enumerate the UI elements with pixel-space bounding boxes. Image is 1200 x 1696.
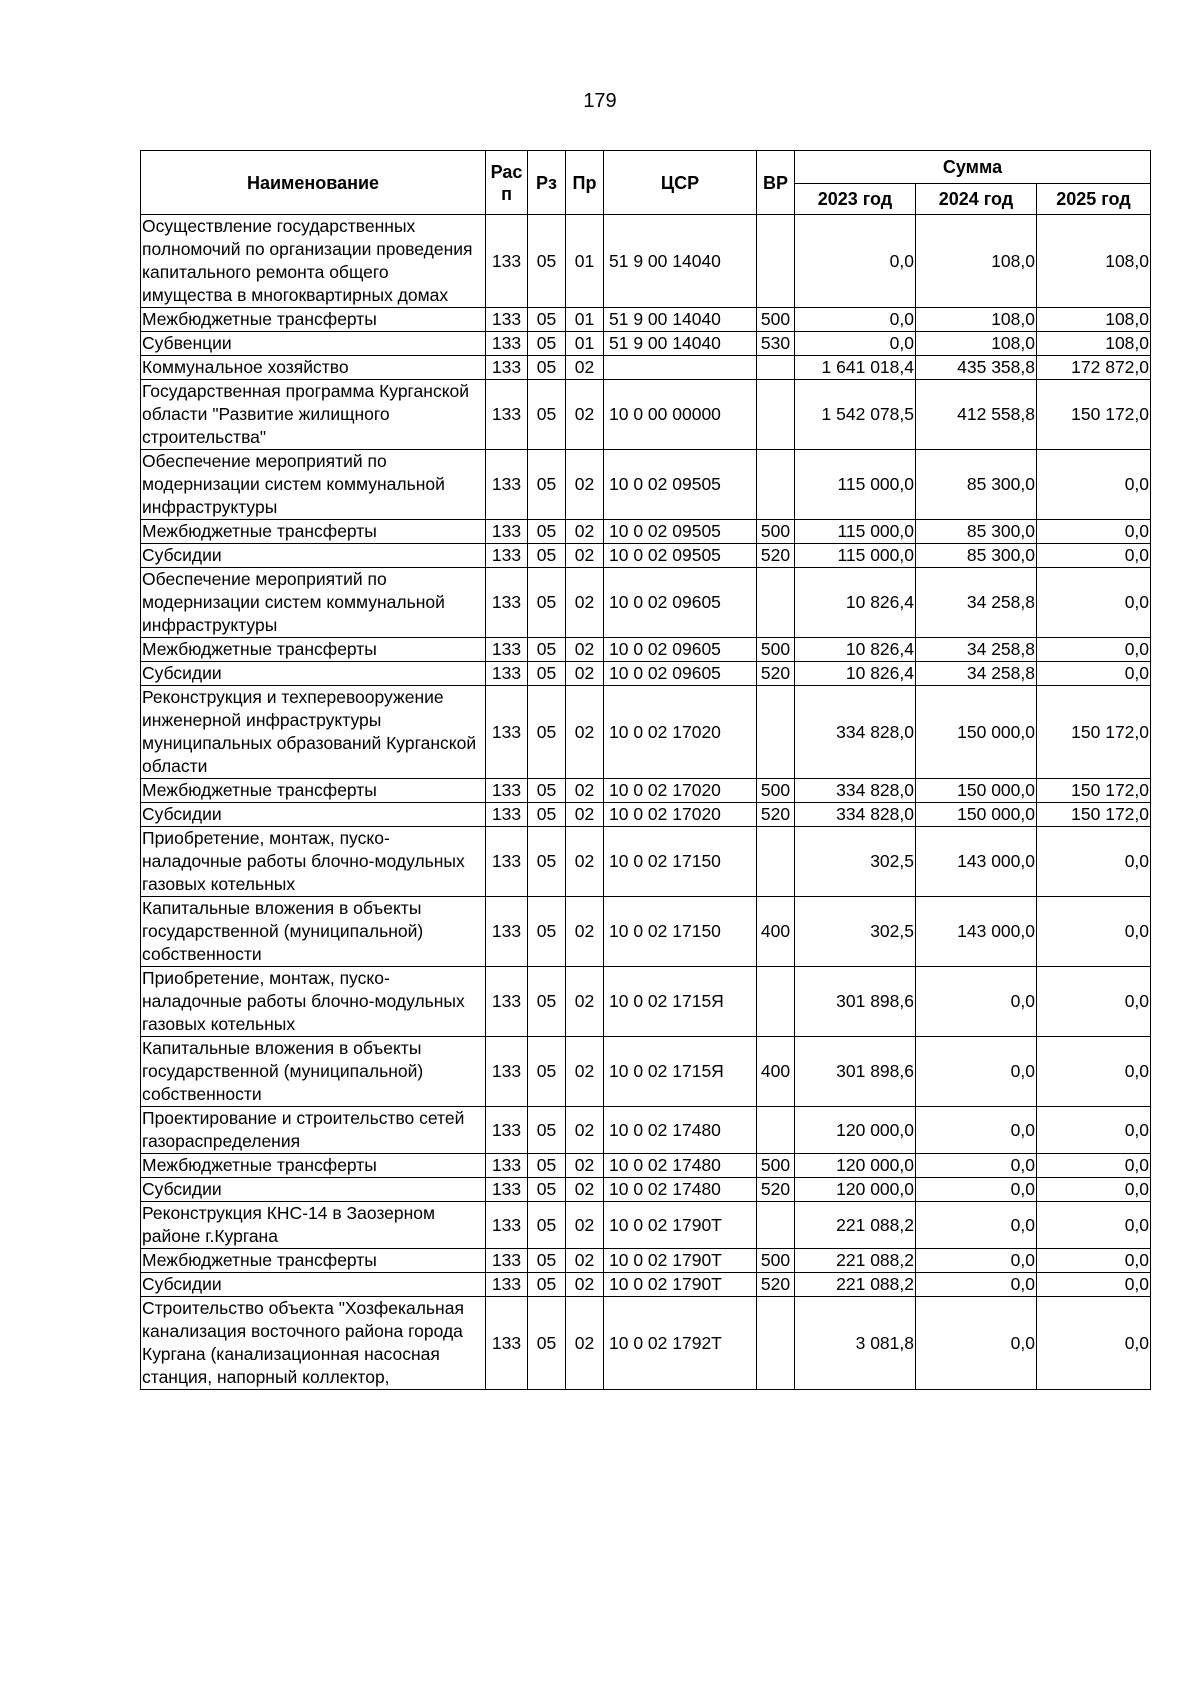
cell-2023: 3 081,8 [795,1297,916,1390]
cell-2023: 301 898,6 [795,1037,916,1107]
table-row [141,356,1151,380]
table-row [141,1297,1151,1390]
cell-name: Строительство объекта "Хозфекальная канализация восточного района города Кургана (канализационная насосная станция, напорный коллектор, [141,1297,486,1390]
cell-pr: 02 [566,803,604,827]
table-row [141,450,1151,520]
cell-csr: 10 0 02 17020 [604,686,757,779]
cell-pr: 01 [566,308,604,332]
cell-vr [757,1107,795,1154]
cell-2024: 150 000,0 [916,779,1037,803]
cell-rz: 05 [528,967,566,1037]
cell-name: Приобретение, монтаж, пуско-наладочные работы блочно-модульных газовых котельных [141,827,486,897]
cell-rz: 05 [528,827,566,897]
cell-pr: 02 [566,1107,604,1154]
cell-vr: 520 [757,662,795,686]
cell-name: Межбюджетные трансферты [141,308,486,332]
cell-2023: 115 000,0 [795,450,916,520]
cell-2023: 1 542 078,5 [795,380,916,450]
page-number: 179 [583,90,617,112]
cell-rasp: 133 [486,1154,528,1178]
cell-2024: 34 258,8 [916,638,1037,662]
cell-name: Межбюджетные трансферты [141,779,486,803]
cell-name: Обеспечение мероприятий по модернизации систем коммунальной инфраструктуры [141,450,486,520]
cell-name: Реконструкция КНС-14 в Заозерном районе г.Кургана [141,1202,486,1249]
cell-pr: 02 [566,356,604,380]
cell-2025: 0,0 [1037,450,1151,520]
cell-2024: 108,0 [916,332,1037,356]
cell-2023: 301 898,6 [795,967,916,1037]
cell-pr: 02 [566,827,604,897]
cell-pr: 02 [566,638,604,662]
cell-2024: 0,0 [916,1202,1037,1249]
cell-rz: 05 [528,803,566,827]
cell-rasp: 133 [486,332,528,356]
table-row [141,1107,1151,1154]
cell-2024: 0,0 [916,1297,1037,1390]
cell-2025: 0,0 [1037,897,1151,967]
cell-2025: 0,0 [1037,520,1151,544]
cell-csr: 51 9 00 14040 [604,332,757,356]
cell-2023: 302,5 [795,827,916,897]
cell-name: Обеспечение мероприятий по модернизации систем коммунальной инфраструктуры [141,568,486,638]
cell-rz: 05 [528,215,566,308]
cell-pr: 02 [566,380,604,450]
header-csr: ЦСР [604,151,757,215]
cell-vr [757,686,795,779]
table-row [141,520,1151,544]
table-row [141,1154,1151,1178]
cell-2025: 0,0 [1037,1037,1151,1107]
cell-2025: 0,0 [1037,827,1151,897]
cell-name: Капитальные вложения в объекты государственной (муниципальной) собственности [141,1037,486,1107]
cell-rasp: 133 [486,356,528,380]
cell-pr: 02 [566,967,604,1037]
cell-rz: 05 [528,1249,566,1273]
cell-2023: 10 826,4 [795,568,916,638]
cell-csr: 10 0 02 17480 [604,1178,757,1202]
cell-vr: 520 [757,1178,795,1202]
cell-2024: 150 000,0 [916,803,1037,827]
cell-rasp: 133 [486,520,528,544]
table-row [141,332,1151,356]
cell-rz: 05 [528,356,566,380]
cell-2025: 0,0 [1037,638,1151,662]
cell-name: Субсидии [141,662,486,686]
cell-vr: 500 [757,1154,795,1178]
cell-2025: 150 172,0 [1037,380,1151,450]
cell-csr: 10 0 02 09505 [604,544,757,568]
cell-csr: 10 0 02 09505 [604,450,757,520]
cell-vr: 500 [757,638,795,662]
cell-rasp: 133 [486,1273,528,1297]
cell-rz: 05 [528,638,566,662]
cell-2025: 0,0 [1037,1202,1151,1249]
cell-2023: 334 828,0 [795,803,916,827]
cell-2024: 435 358,8 [916,356,1037,380]
cell-rz: 05 [528,450,566,520]
cell-2023: 10 826,4 [795,638,916,662]
header-pr: Пр [566,151,604,215]
cell-2024: 0,0 [916,1107,1037,1154]
cell-rasp: 133 [486,544,528,568]
cell-2024: 143 000,0 [916,897,1037,967]
cell-rasp: 133 [486,568,528,638]
cell-csr: 10 0 02 1715Я [604,967,757,1037]
cell-2023: 221 088,2 [795,1273,916,1297]
table-row [141,380,1151,450]
cell-2023: 1 641 018,4 [795,356,916,380]
cell-2023: 115 000,0 [795,544,916,568]
cell-rasp: 133 [486,1249,528,1273]
cell-vr: 520 [757,803,795,827]
cell-rasp: 133 [486,662,528,686]
cell-2023: 0,0 [795,332,916,356]
cell-vr [757,967,795,1037]
table-row [141,215,1151,308]
cell-rz: 05 [528,1273,566,1297]
cell-csr: 10 0 02 09605 [604,638,757,662]
cell-pr: 01 [566,215,604,308]
cell-csr: 10 0 02 1790Т [604,1249,757,1273]
cell-rz: 05 [528,1107,566,1154]
table-row [141,827,1151,897]
cell-csr: 51 9 00 14040 [604,308,757,332]
cell-2023: 120 000,0 [795,1107,916,1154]
cell-name: Реконструкция и техперевооружение инженерной инфраструктуры муниципальных образований Курганской области [141,686,486,779]
table-header [141,151,1151,215]
cell-csr: 10 0 02 09505 [604,520,757,544]
table-row [141,1249,1151,1273]
cell-vr: 520 [757,544,795,568]
cell-2023: 120 000,0 [795,1178,916,1202]
cell-pr: 02 [566,450,604,520]
cell-csr: 10 0 00 00000 [604,380,757,450]
cell-rasp: 133 [486,686,528,779]
cell-2025: 150 172,0 [1037,803,1151,827]
cell-2024: 0,0 [916,1178,1037,1202]
cell-2024: 34 258,8 [916,662,1037,686]
cell-name: Коммунальное хозяйство [141,356,486,380]
cell-pr: 02 [566,779,604,803]
cell-2023: 302,5 [795,897,916,967]
table-row [141,1037,1151,1107]
cell-csr: 10 0 02 17020 [604,779,757,803]
cell-rz: 05 [528,520,566,544]
cell-2024: 412 558,8 [916,380,1037,450]
cell-2025: 108,0 [1037,308,1151,332]
cell-name: Межбюджетные трансферты [141,520,486,544]
cell-2024: 0,0 [916,1037,1037,1107]
cell-csr: 10 0 02 1790Т [604,1202,757,1249]
cell-2024: 143 000,0 [916,827,1037,897]
cell-2023: 115 000,0 [795,520,916,544]
table-row [141,638,1151,662]
cell-2023: 10 826,4 [795,662,916,686]
cell-vr: 400 [757,1037,795,1107]
cell-csr: 10 0 02 1715Я [604,1037,757,1107]
cell-rasp: 133 [486,215,528,308]
header-2023: 2023 год [795,184,916,215]
cell-csr [604,356,757,380]
cell-rasp: 133 [486,827,528,897]
table-row [141,1178,1151,1202]
cell-csr: 10 0 02 17150 [604,827,757,897]
cell-csr: 10 0 02 1792Т [604,1297,757,1390]
cell-name: Проектирование и строительство сетей газораспределения [141,1107,486,1154]
cell-csr: 10 0 02 09605 [604,568,757,638]
cell-rasp: 133 [486,450,528,520]
cell-2024: 0,0 [916,1249,1037,1273]
table-row [141,686,1151,779]
cell-vr: 500 [757,779,795,803]
cell-rz: 05 [528,380,566,450]
cell-name: Приобретение, монтаж, пуско-наладочные работы блочно-модульных газовых котельных [141,967,486,1037]
header-row [141,151,1151,184]
cell-pr: 02 [566,1249,604,1273]
cell-vr: 400 [757,897,795,967]
cell-2024: 0,0 [916,967,1037,1037]
cell-rasp: 133 [486,638,528,662]
cell-rz: 05 [528,686,566,779]
cell-rz: 05 [528,308,566,332]
header-rasp: Рас п [486,151,528,215]
cell-2025: 0,0 [1037,967,1151,1037]
cell-rasp: 133 [486,967,528,1037]
cell-name: Субсидии [141,1273,486,1297]
cell-csr: 10 0 02 17150 [604,897,757,967]
header-name: Наименование [141,151,486,215]
cell-rz: 05 [528,1178,566,1202]
cell-2025: 0,0 [1037,1297,1151,1390]
table-row [141,662,1151,686]
cell-rasp: 133 [486,1037,528,1107]
cell-rasp: 133 [486,308,528,332]
cell-vr: 500 [757,1249,795,1273]
cell-2025: 172 872,0 [1037,356,1151,380]
cell-rasp: 133 [486,803,528,827]
cell-pr: 02 [566,1273,604,1297]
cell-rasp: 133 [486,380,528,450]
cell-rz: 05 [528,1154,566,1178]
cell-pr: 02 [566,1178,604,1202]
header-2025: 2025 год [1037,184,1151,215]
cell-csr: 10 0 02 17020 [604,803,757,827]
cell-rz: 05 [528,544,566,568]
cell-2025: 0,0 [1037,1107,1151,1154]
cell-2024: 85 300,0 [916,520,1037,544]
table-body [141,215,1151,1390]
cell-vr [757,1297,795,1390]
cell-name: Межбюджетные трансферты [141,1154,486,1178]
table-row [141,803,1151,827]
cell-pr: 02 [566,686,604,779]
cell-rasp: 133 [486,897,528,967]
cell-csr: 51 9 00 14040 [604,215,757,308]
cell-pr: 02 [566,1202,604,1249]
cell-name: Субсидии [141,544,486,568]
budget-table [140,150,1151,1390]
cell-2025: 0,0 [1037,1249,1151,1273]
cell-pr: 02 [566,1297,604,1390]
cell-name: Межбюджетные трансферты [141,1249,486,1273]
cell-vr [757,568,795,638]
cell-pr: 02 [566,897,604,967]
cell-2024: 150 000,0 [916,686,1037,779]
cell-rz: 05 [528,1037,566,1107]
cell-rz: 05 [528,1297,566,1390]
cell-rz: 05 [528,568,566,638]
cell-rasp: 133 [486,1297,528,1390]
cell-vr [757,450,795,520]
cell-2024: 0,0 [916,1273,1037,1297]
cell-2025: 0,0 [1037,544,1151,568]
cell-2025: 150 172,0 [1037,779,1151,803]
cell-pr: 02 [566,1154,604,1178]
cell-2024: 85 300,0 [916,544,1037,568]
table-row [141,779,1151,803]
table-row [141,544,1151,568]
cell-vr: 520 [757,1273,795,1297]
cell-2023: 120 000,0 [795,1154,916,1178]
cell-2025: 150 172,0 [1037,686,1151,779]
cell-2024: 0,0 [916,1154,1037,1178]
header-rz: Рз [528,151,566,215]
table-row [141,967,1151,1037]
cell-pr: 02 [566,544,604,568]
cell-rz: 05 [528,1202,566,1249]
cell-rasp: 133 [486,1178,528,1202]
cell-2024: 85 300,0 [916,450,1037,520]
cell-pr: 02 [566,520,604,544]
cell-vr [757,380,795,450]
cell-2023: 0,0 [795,215,916,308]
cell-2023: 0,0 [795,308,916,332]
cell-name: Межбюджетные трансферты [141,638,486,662]
cell-2025: 0,0 [1037,1273,1151,1297]
cell-2024: 108,0 [916,308,1037,332]
cell-vr: 500 [757,520,795,544]
cell-rz: 05 [528,332,566,356]
cell-rz: 05 [528,662,566,686]
cell-2025: 0,0 [1037,1154,1151,1178]
table-row [141,308,1151,332]
cell-name: Субсидии [141,803,486,827]
cell-name: Капитальные вложения в объекты государственной (муниципальной) собственности [141,897,486,967]
cell-vr [757,1202,795,1249]
table-row [141,568,1151,638]
cell-rz: 05 [528,897,566,967]
cell-2023: 221 088,2 [795,1249,916,1273]
cell-name: Государственная программа Курганской области "Развитие жилищного строительства" [141,380,486,450]
cell-rasp: 133 [486,1107,528,1154]
cell-rasp: 133 [486,1202,528,1249]
cell-2023: 334 828,0 [795,779,916,803]
table-row [141,897,1151,967]
cell-csr: 10 0 02 1790Т [604,1273,757,1297]
cell-2025: 0,0 [1037,1178,1151,1202]
cell-2025: 0,0 [1037,568,1151,638]
cell-vr [757,827,795,897]
table-row [141,1273,1151,1297]
cell-2025: 0,0 [1037,662,1151,686]
header-2024: 2024 год [916,184,1037,215]
table-row [141,1202,1151,1249]
cell-name: Субсидии [141,1178,486,1202]
cell-2024: 108,0 [916,215,1037,308]
cell-rz: 05 [528,779,566,803]
cell-pr: 01 [566,332,604,356]
cell-pr: 02 [566,568,604,638]
cell-pr: 02 [566,1037,604,1107]
cell-2025: 108,0 [1037,332,1151,356]
cell-2023: 334 828,0 [795,686,916,779]
cell-vr: 500 [757,308,795,332]
header-vr: ВР [757,151,795,215]
cell-vr: 530 [757,332,795,356]
cell-name: Осуществление государственных полномочий по организации проведения капитального ремонта общего имущества в многоквартирных домах [141,215,486,308]
cell-2025: 108,0 [1037,215,1151,308]
cell-name: Субвенции [141,332,486,356]
cell-2023: 221 088,2 [795,1202,916,1249]
cell-2024: 34 258,8 [916,568,1037,638]
cell-vr [757,356,795,380]
cell-csr: 10 0 02 09605 [604,662,757,686]
cell-pr: 02 [566,662,604,686]
cell-rasp: 133 [486,779,528,803]
cell-csr: 10 0 02 17480 [604,1154,757,1178]
cell-csr: 10 0 02 17480 [604,1107,757,1154]
cell-vr [757,215,795,308]
header-sum: Сумма [795,151,1151,184]
